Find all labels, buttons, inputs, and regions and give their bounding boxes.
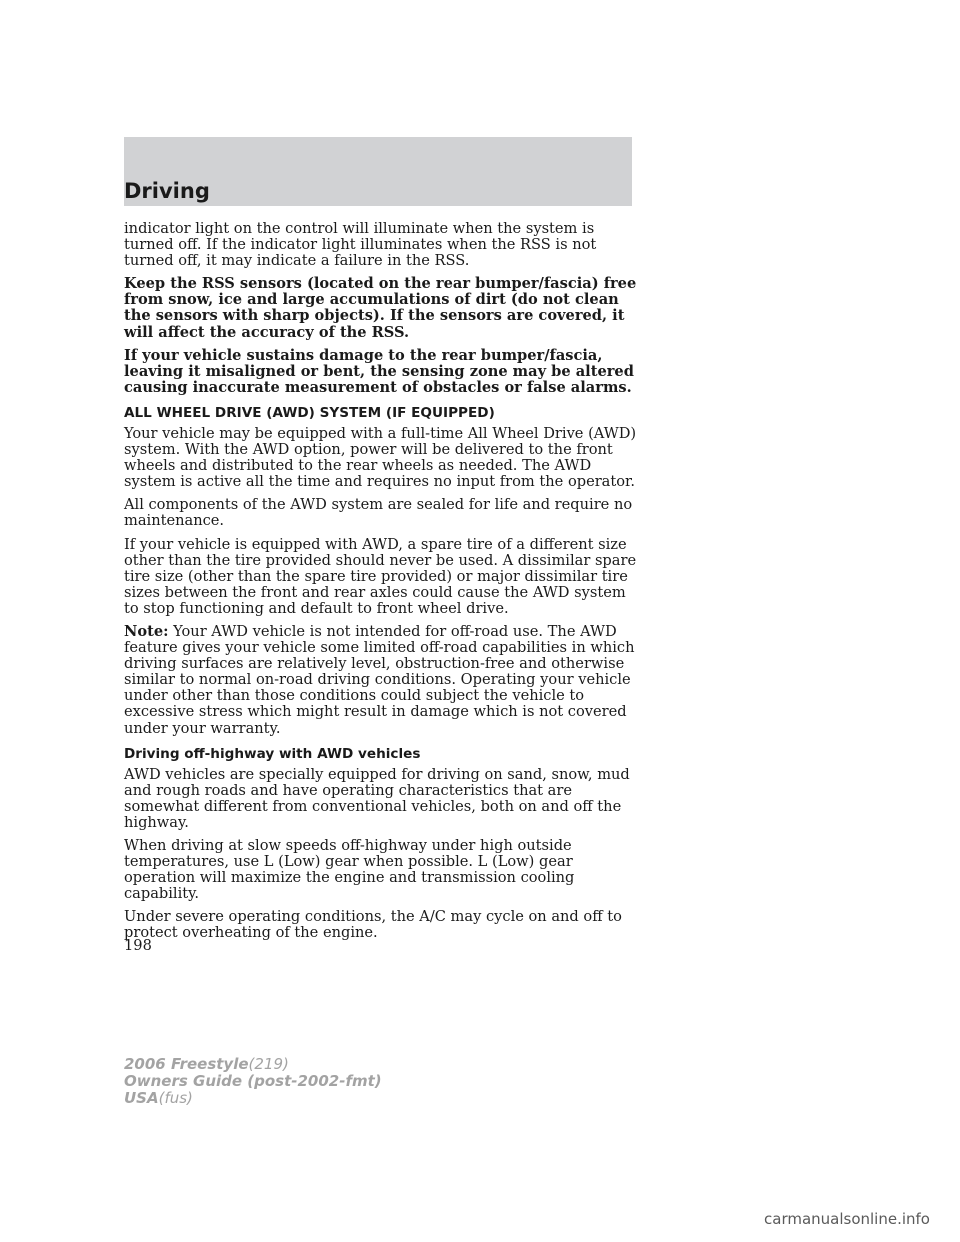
section-title: Driving [124, 179, 210, 203]
paragraph-low-gear: When driving at slow speeds off-highway under high outside temperatures, use L (Low) gear when possible. L (Low) gear operation will maximize the engine and transmission cooling capability. [124, 837, 575, 903]
paragraph-rss-indicator: indicator light on the control will illuminate when the system is turned off. If the indicator light illuminates when the RSS is not turned off, it may indicate a failure in the RSS. [124, 220, 597, 270]
paragraph-rss-damage-warning: If your vehicle sustains damage to the rear bumper/fascia, leaving it misaligned or bent, the sensing zone may be altered causing inaccurate measurement of obstacles or false alarms. [124, 346, 634, 396]
footer-model: 2006 Freestyle [124, 1055, 249, 1073]
document-footer [124, 1056, 382, 1107]
footer-line-1 [124, 1056, 382, 1073]
footer-model-code: (219) [248, 1055, 289, 1073]
paragraph-offhighway-intro: AWD vehicles are specially equipped for driving on sand, snow, mud and rough roads and have operating characteristics that are somewhat different from conventional vehicles, both on and off the highway. [124, 765, 630, 831]
footer-line-2 [124, 1073, 382, 1090]
footer-line-3 [124, 1090, 382, 1107]
footer-region-code: (fus) [158, 1089, 193, 1107]
heading-awd-system: ALL WHEEL DRIVE (AWD) SYSTEM (IF EQUIPPED) [124, 404, 495, 421]
page-content [124, 221, 644, 949]
page-number: 198 [124, 937, 152, 954]
paragraph-awd-spare-tire: If your vehicle is equipped with AWD, a spare tire of a different size other than the tire provided should never be used. A dissimilar spare tire size (other than the spare tire provided) or major dissimilar tire sizes between the front and rear axles could cause the AWD system to stop functioning and default to front wheel drive. [124, 535, 637, 617]
note-text: Your AWD vehicle is not intended for off-road use. The AWD feature gives your vehicle some limited off-road capabilities in which driving surfaces are relatively level, obstruction-free and otherwise similar to normal on-road driving conditions. Operating your vehicle under other than those conditions could subject the vehicle to excessive stress which might result in damage which is not covered under your warranty. [124, 622, 635, 737]
subheading-off-highway: Driving off-highway with AWD vehicles [124, 745, 421, 762]
paragraph-ac-cycle: Under severe operating conditions, the A/C may cycle on and off to protect overheating of the engine. [124, 908, 622, 942]
paragraph-rss-sensors-warning: Keep the RSS sensors (located on the rear bumper/fascia) free from snow, ice and large accumulations of dirt (do not clean the sensors with sharp objects). If the sensors are covered, it will affect the accuracy of the RSS. [124, 275, 637, 341]
footer-region: USA [124, 1089, 159, 1107]
footer-guide-type: Owners Guide (post-2002-fmt) [124, 1072, 382, 1090]
paragraph-awd-maintenance: All components of the AWD system are sealed for life and require no maintenance. [124, 496, 633, 530]
note-label: Note: [124, 622, 169, 640]
paragraph-awd-intro: Your vehicle may be equipped with a full-time All Wheel Drive (AWD) system. With the AWD option, power will be delivered to the front wheels and distributed to the rear wheels as needed. The AWD system is active all the time and requires no input from the operator. [124, 424, 637, 491]
paragraph-awd-note [124, 624, 644, 737]
watermark-link[interactable]: carmanualsonline.info [764, 1210, 930, 1228]
section-header-band [124, 137, 632, 206]
